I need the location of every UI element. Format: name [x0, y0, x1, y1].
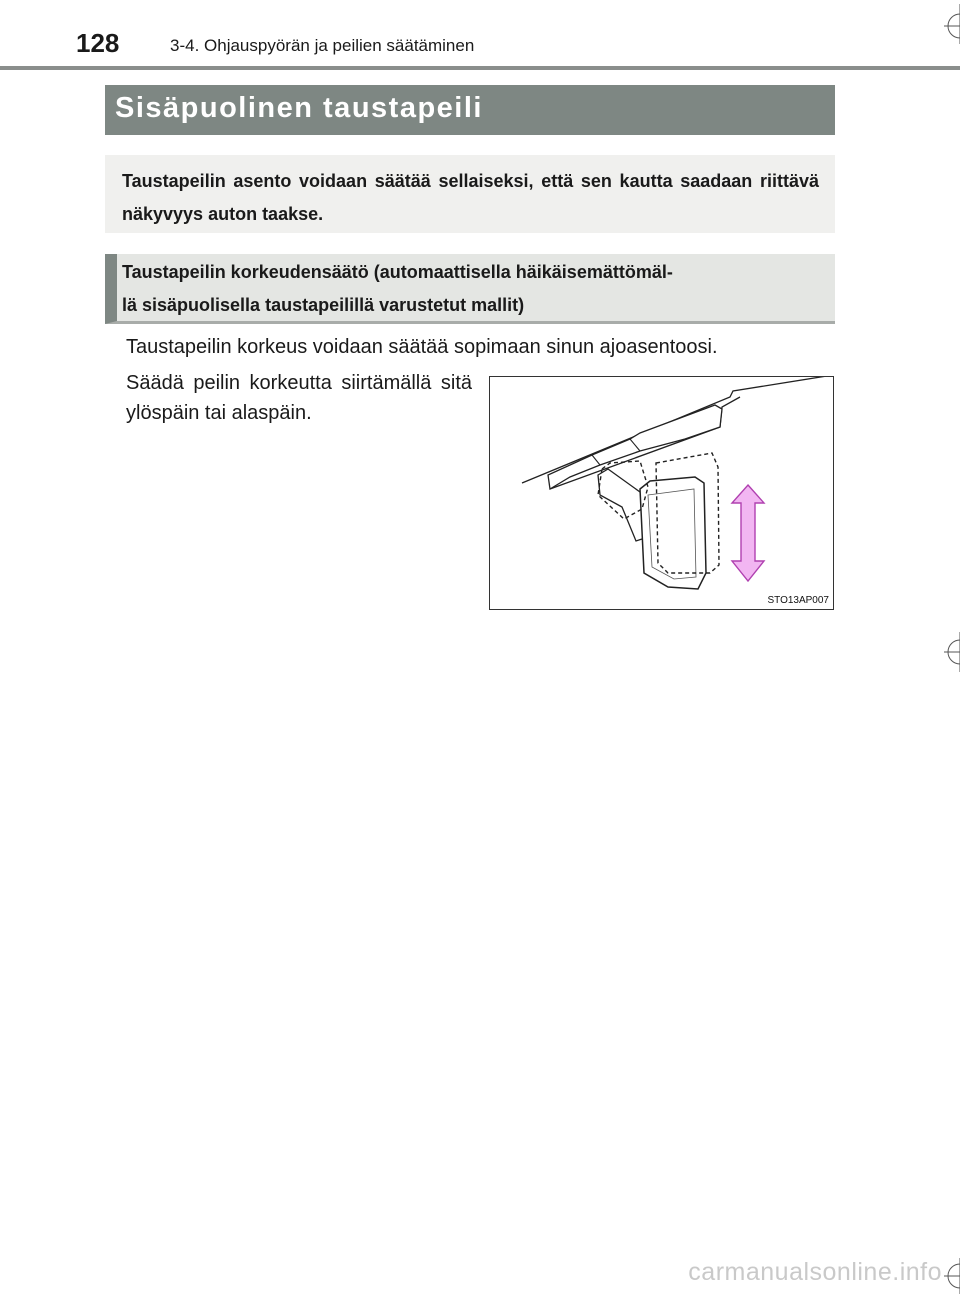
- section-title: Sisäpuolinen taustapeili: [105, 85, 835, 135]
- watermark: carmanualsonline.info: [688, 1258, 942, 1286]
- chapter-title: 3-4. Ohjauspyörän ja peilien säätäminen: [170, 36, 475, 55]
- body-text: Taustapeilin korkeus voidaan säätää sopimaan sinun ajoasentoosi.: [126, 336, 718, 358]
- subsection-title-line-1: Taustapeilin korkeudensäätö (automaattisella häikäisemättömäl-: [122, 262, 673, 282]
- figure-code: STO13AP007: [767, 595, 829, 606]
- intro-text: Taustapeilin asento voidaan säätää sellaiseksi, että sen kautta saadaan riittävä näkyvyys auton taakse.: [122, 171, 819, 224]
- crop-mark-icon: [940, 4, 960, 44]
- crop-mark-icon: [940, 1254, 960, 1294]
- rear-view-mirror-icon: [490, 377, 833, 609]
- subsection-heading: [105, 254, 835, 324]
- header-rule: [0, 66, 960, 70]
- mirror-illustration: [489, 376, 834, 610]
- subsection-title-line-2: lä sisäpuolisella taustapeilillä varustetut mallit): [122, 295, 525, 315]
- page-number: 128: [76, 28, 120, 58]
- instruction-text: Säädä peilin korkeutta siirtämällä sitä ylöspäin tai alaspäin.: [126, 372, 472, 424]
- intro-box: [105, 155, 835, 233]
- crop-mark-icon: [940, 632, 960, 672]
